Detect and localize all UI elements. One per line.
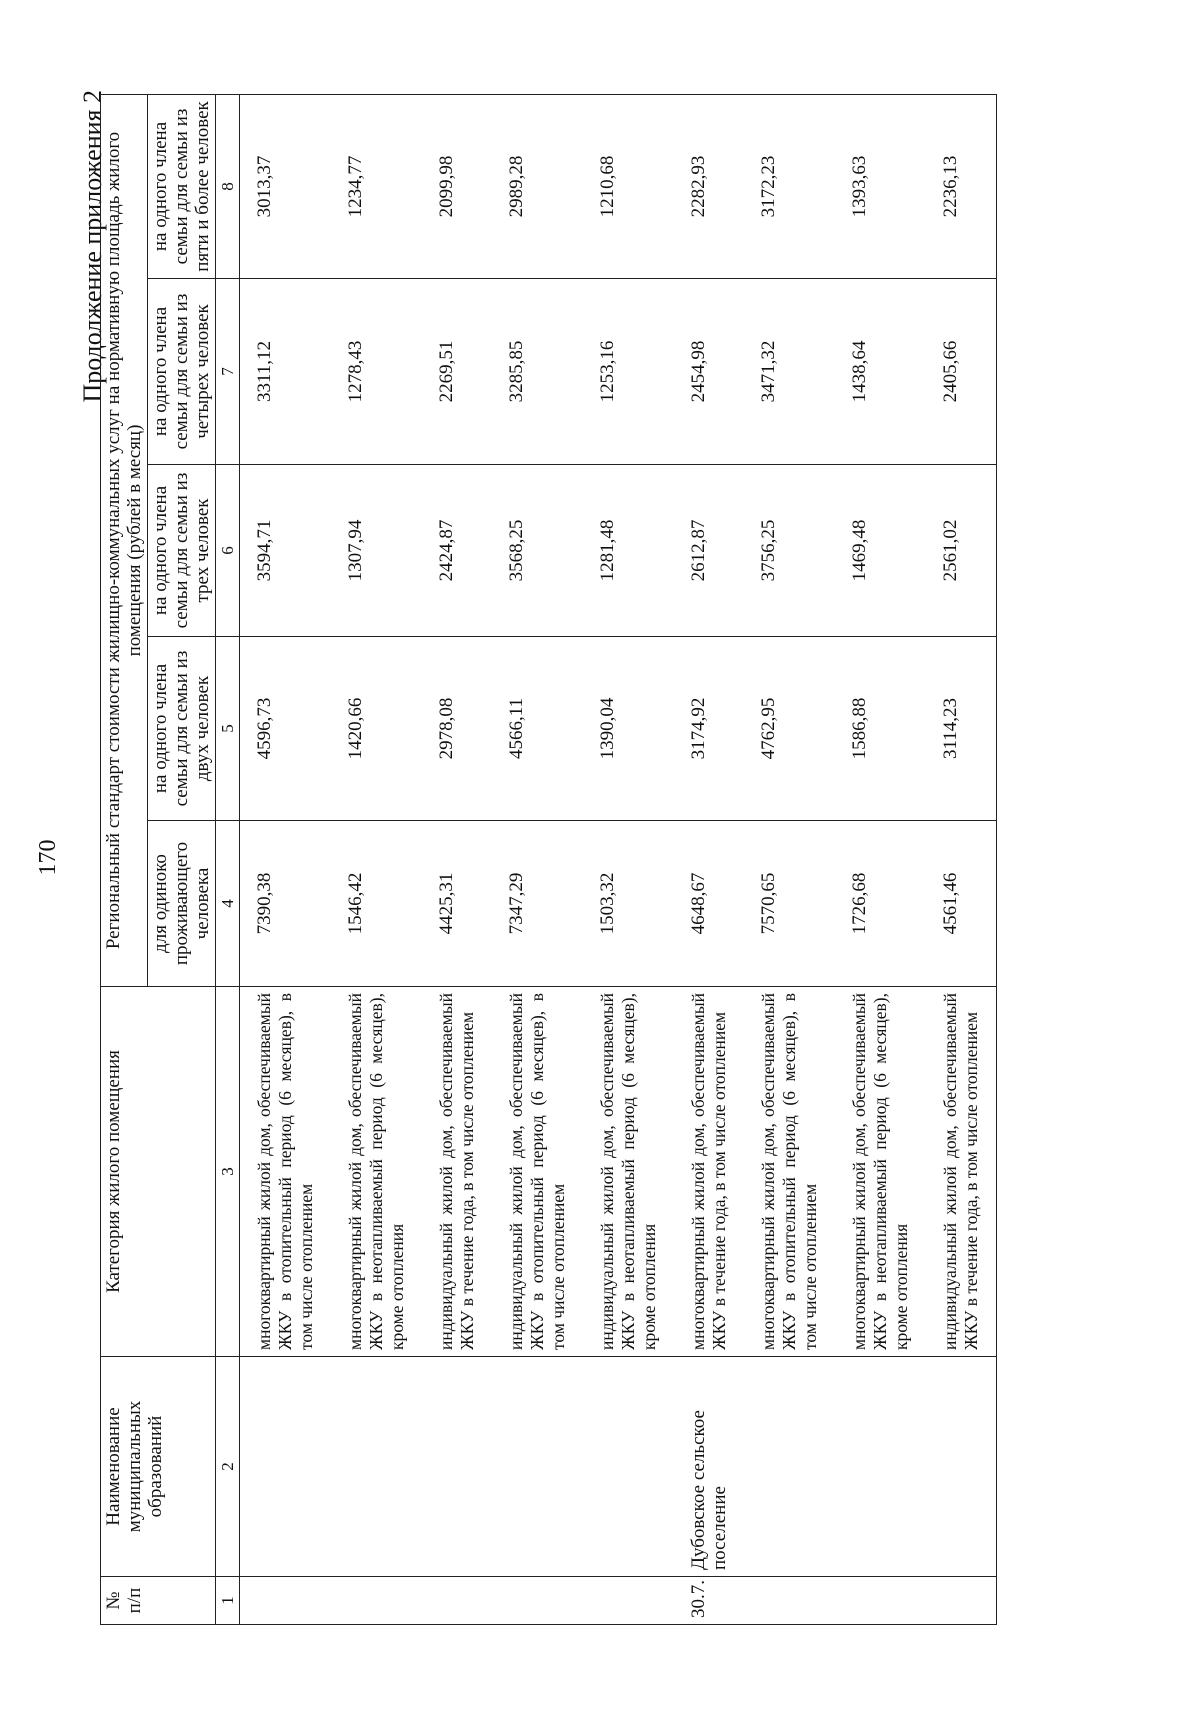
housing-category: многоквартирный жилой дом, обеспечиваемый ЖКУ в отопительный период (6 месяцев), в том числе отоплением <box>240 987 332 1357</box>
cost-value-col-5: 1586,88 <box>835 637 926 821</box>
cost-value-col-4: 1503,32 <box>583 821 674 987</box>
housing-category: индивидуальный жилой дом, обеспечиваемый ЖКУ в неотапливаемый период (6 месяцев), кроме отопления <box>583 987 674 1357</box>
housing-cost-table <box>100 94 997 1625</box>
cost-value-col-4: 4425,31 <box>422 821 492 987</box>
cost-value-col-5: 1390,04 <box>583 637 674 821</box>
continuation-title: Продолжение приложения 2 <box>78 90 107 403</box>
cost-value-col-5: 4596,73 <box>240 637 332 821</box>
cost-value-col-7: 1278,43 <box>331 279 422 465</box>
cost-value-col-8: 3013,37 <box>240 94 332 278</box>
municipality-name <box>240 1357 332 1577</box>
row-number <box>422 1577 492 1625</box>
cost-value-col-8: 1393,63 <box>835 94 926 278</box>
row-number <box>331 1577 422 1625</box>
cost-value-col-6: 3756,25 <box>744 465 835 637</box>
cost-value-col-6: 2424,87 <box>422 465 492 637</box>
cost-value-col-6: 1469,48 <box>835 465 926 637</box>
cost-value-col-8: 2282,93 <box>674 94 744 278</box>
cost-value-col-6: 3594,71 <box>240 465 332 637</box>
header-sub-2: на одного члена семьи для семьи из двух человек <box>148 637 216 821</box>
header-number: 8 <box>216 94 240 278</box>
municipality-name <box>331 1357 422 1577</box>
header-sub-4: на одного члена семьи для семьи из четырех человек <box>148 279 216 465</box>
cost-value-col-7: 3285,85 <box>492 279 583 465</box>
cost-value-col-5: 3174,92 <box>674 637 744 821</box>
municipality-name <box>422 1357 492 1577</box>
table-row <box>583 94 674 1624</box>
header-sub-1: для одиноко проживающего человека <box>148 821 216 987</box>
row-number <box>835 1577 926 1625</box>
header-number: 4 <box>216 821 240 987</box>
housing-category: многоквартирный жилой дом, обеспечиваемый ЖКУ в отопительный период (6 месяцев), в том числе отоплением <box>744 987 835 1357</box>
cost-value-col-4: 7347,29 <box>492 821 583 987</box>
cost-value-col-5: 4566,11 <box>492 637 583 821</box>
cost-value-col-4: 4648,67 <box>674 821 744 987</box>
cost-value-col-8: 2099,98 <box>422 94 492 278</box>
table-row <box>835 94 926 1624</box>
table-row <box>331 94 422 1624</box>
municipality-name <box>583 1357 674 1577</box>
cost-value-col-7: 3471,32 <box>744 279 835 465</box>
cost-value-col-6: 3568,25 <box>492 465 583 637</box>
header-number: 2 <box>216 1357 240 1577</box>
cost-value-col-7: 3311,12 <box>240 279 332 465</box>
housing-category: многоквартирный жилой дом, обеспечиваемый ЖКУ в течение года, в том числе отоплением <box>674 987 744 1357</box>
municipality-name <box>744 1357 835 1577</box>
cost-value-col-4: 7570,65 <box>744 821 835 987</box>
cost-value-col-6: 1281,48 <box>583 465 674 637</box>
cost-value-col-7: 1253,16 <box>583 279 674 465</box>
header-number: 3 <box>216 987 240 1357</box>
header-number-row <box>216 94 240 1624</box>
row-number: 30.7. <box>674 1577 744 1625</box>
cost-value-col-7: 2405,66 <box>926 279 997 465</box>
row-number <box>744 1577 835 1625</box>
header-sub-5: на одного члена семьи для семьи из пяти и более человек <box>148 94 216 278</box>
page-number: 170 <box>35 839 61 876</box>
cost-value-col-5: 3114,23 <box>926 637 997 821</box>
row-number <box>492 1577 583 1625</box>
table-header <box>101 94 240 1624</box>
cost-value-col-8: 1210,68 <box>583 94 674 278</box>
cost-value-col-7: 2269,51 <box>422 279 492 465</box>
municipality-name <box>835 1357 926 1577</box>
table-row <box>744 94 835 1624</box>
table-row <box>240 94 332 1624</box>
housing-category: многоквартирный жилой дом, обеспечиваемый ЖКУ в неотапливаемый период (6 месяцев), кроме отопления <box>835 987 926 1357</box>
table-row <box>422 94 492 1624</box>
table-row <box>674 94 744 1624</box>
housing-category: индивидуальный жилой дом, обеспечиваемый ЖКУ в отопительный период (6 месяцев), в том числе отоплением <box>492 987 583 1357</box>
table-row <box>926 94 997 1624</box>
cost-value-col-8: 3172,23 <box>744 94 835 278</box>
header-group-standard: Региональный стандарт стоимости жилищно-коммунальных услуг на нормативную площадь жилого помещения (рублей в месяц) <box>101 94 148 986</box>
cost-value-col-5: 1420,66 <box>331 637 422 821</box>
header-number: 7 <box>216 279 240 465</box>
cost-value-col-4: 4561,46 <box>926 821 997 987</box>
cost-value-col-7: 1438,64 <box>835 279 926 465</box>
header-sub-3: на одного члена семьи для семьи из трех человек <box>148 465 216 637</box>
cost-value-col-5: 2978,08 <box>422 637 492 821</box>
cost-value-col-7: 2454,98 <box>674 279 744 465</box>
municipality-name <box>492 1357 583 1577</box>
row-number <box>583 1577 674 1625</box>
cost-value-col-4: 1546,42 <box>331 821 422 987</box>
table-row <box>492 94 583 1624</box>
cost-value-col-6: 2612,87 <box>674 465 744 637</box>
cost-value-col-5: 4762,95 <box>744 637 835 821</box>
housing-category: многоквартирный жилой дом, обеспечиваемый ЖКУ в неотапливаемый период (6 месяцев), кроме отопления <box>331 987 422 1357</box>
cost-value-col-8: 1234,77 <box>331 94 422 278</box>
cost-value-col-8: 2236,13 <box>926 94 997 278</box>
cost-value-col-6: 2561,02 <box>926 465 997 637</box>
header-col-num: № п/п <box>101 1577 216 1625</box>
header-col-name: Наименование муниципальных образований <box>101 1357 216 1577</box>
header-col-category: Категория жилого помещения <box>101 987 216 1357</box>
housing-category: индивидуальный жилой дом, обеспечиваемый ЖКУ в течение года, в том числе отоплением <box>926 987 997 1357</box>
cost-value-col-6: 1307,94 <box>331 465 422 637</box>
housing-category: индивидуальный жилой дом, обеспечиваемый ЖКУ в течение года, в том числе отоплением <box>422 987 492 1357</box>
cost-value-col-4: 7390,38 <box>240 821 332 987</box>
row-number <box>926 1577 997 1625</box>
cost-value-col-4: 1726,68 <box>835 821 926 987</box>
cost-value-col-8: 2989,28 <box>492 94 583 278</box>
municipality-name <box>926 1357 997 1577</box>
table-body <box>240 94 997 1624</box>
header-number: 1 <box>216 1577 240 1625</box>
header-number: 5 <box>216 637 240 821</box>
row-number <box>240 1577 332 1625</box>
municipality-name: Дубовское сельское поселение <box>674 1357 744 1577</box>
header-number: 6 <box>216 465 240 637</box>
